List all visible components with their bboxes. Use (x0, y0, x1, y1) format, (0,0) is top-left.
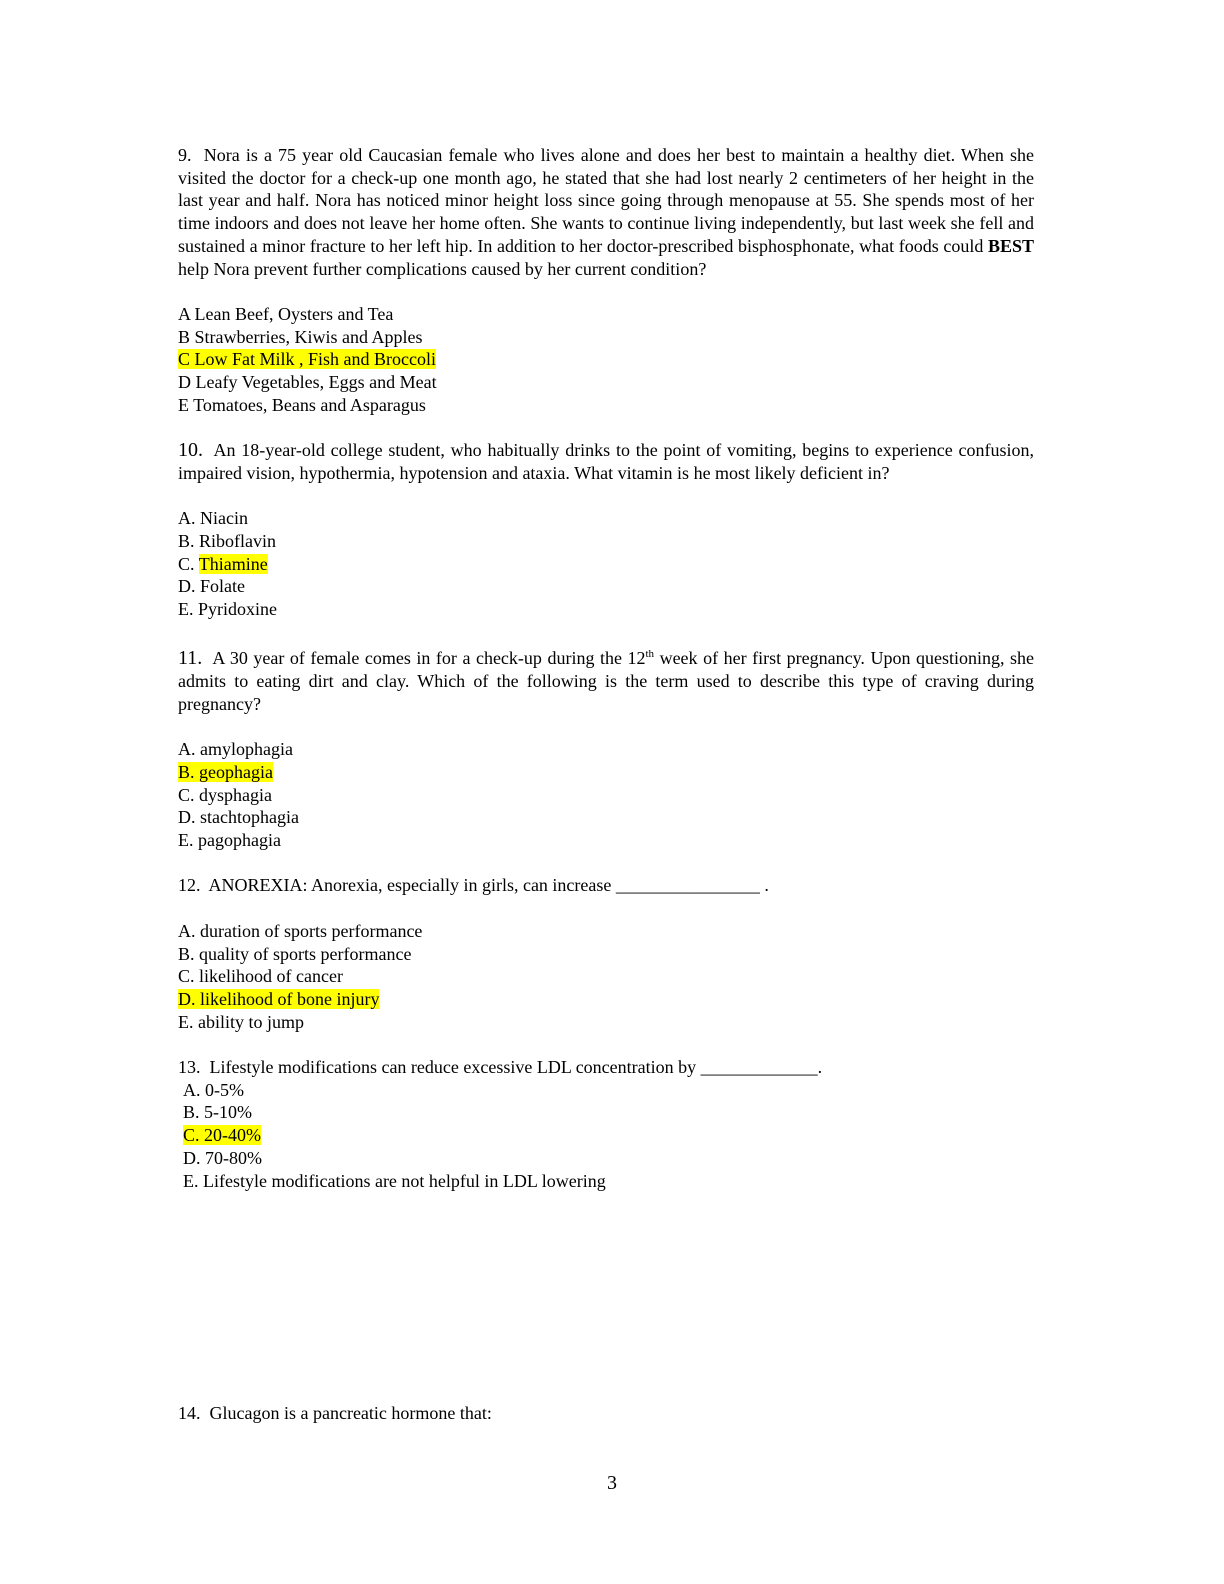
option-c-answer (178, 348, 1034, 371)
answer-highlight: C Low Fat Milk , Fish and Broccoli (178, 349, 436, 370)
answer-highlight: Thiamine (198, 553, 268, 574)
option-e: E. Lifestyle modifications are not helpful in LDL lowering (183, 1170, 606, 1191)
option-a: A. amylophagia (178, 739, 293, 760)
option-e: E Tomatoes, Beans and Asparagus (178, 394, 426, 415)
option-d: D. stachtophagia (178, 807, 299, 828)
option-e: E. Pyridoxine (178, 599, 277, 620)
options-list-12 (178, 920, 1034, 1034)
question-11 (178, 643, 1034, 715)
page-number: 3 (607, 1472, 617, 1494)
question-10 (178, 439, 1034, 484)
question-number: 14. (178, 1403, 201, 1423)
option-c: C. likelihood of cancer (178, 966, 343, 987)
question-9 (178, 144, 1034, 280)
question-text: Glucagon is a pancreatic hormone that: (209, 1403, 492, 1423)
option-b: B. 5-10% (183, 1102, 252, 1123)
option-d: D. Folate (178, 576, 245, 597)
option-b: B. quality of sports performance (178, 943, 412, 964)
option-d: D Leafy Vegetables, Eggs and Meat (178, 372, 437, 393)
options-list-13 (178, 1079, 1034, 1193)
answer-highlight: C. 20-40% (183, 1125, 261, 1146)
question-text: Lifestyle modifications can reduce excessive LDL concentration by _____________. (209, 1057, 823, 1077)
question-text: Nora is a 75 year old Caucasian female who lives alone and does her best to maintain a healthy diet. When she visited the doctor for a check-up one month ago, he stated that she had lost nearly 2 centimeters of her height in the last year and half. Nora has noticed minor height loss since going through menopause at 55. She spends most of her time indoors and does not leave her home often. She wants to continue living independently, but last week she fell and sustained a minor fracture to her left hip. In addition to her doctor-prescribed bisphosphonate, what foods could (178, 145, 1035, 256)
options-list-10 (178, 507, 1034, 621)
option-d: D. 70-80% (183, 1147, 262, 1168)
option-c-answer: C. Thiamine (178, 553, 268, 574)
option-a: A. duration of sports performance (178, 920, 423, 941)
question-number: 13. (178, 1057, 201, 1077)
question-text: help Nora prevent further complications caused by her current condition? (178, 258, 707, 279)
options-list-9 (178, 303, 1034, 417)
question-text: A 30 year of female comes in for a check-up during the 12 (212, 648, 646, 669)
question-number: 12. (178, 875, 201, 896)
answer-highlight: B. geophagia (178, 761, 273, 782)
option-b: B Strawberries, Kiwis and Apples (178, 326, 423, 347)
question-text: An 18-year-old college student, who habitually drinks to the point of vomiting, begins to experience confusion, impaired vision, hypothermia, hypotension and ataxia. What vitamin is he most likely deficient in? (178, 440, 1034, 483)
question-13 (178, 1056, 1034, 1079)
question-text: week of her first pregnancy. Upon questioning, she admits to eating dirt and clay. Which of the following is the term used to describe this type of craving during pregnancy? (178, 648, 1034, 714)
option-e: E. pagophagia (178, 830, 281, 851)
question-12 (178, 874, 1034, 897)
question-text: ANOREXIA: Anorexia, especially in girls, can increase ________________ . (208, 875, 769, 896)
superscript: th (645, 648, 655, 661)
option-c-answer (183, 1124, 1034, 1147)
option-c: C. dysphagia (178, 784, 272, 805)
question-number: 9. (178, 145, 192, 165)
option-b-answer (178, 761, 1034, 784)
option-a: A Lean Beef, Oysters and Tea (178, 303, 394, 324)
question-number: 10. (178, 439, 203, 462)
answer-highlight: D. likelihood of bone injury (178, 988, 380, 1009)
options-list-11 (178, 738, 1034, 852)
option-e: E. ability to jump (178, 1011, 304, 1032)
option-a: A. 0-5% (183, 1079, 244, 1100)
question-number: 11. (178, 647, 203, 670)
question-14 (178, 1402, 492, 1425)
question-emphasis: BEST (987, 235, 1034, 256)
option-b: B. Riboflavin (178, 530, 277, 551)
document-page (178, 144, 1035, 1423)
option-d-answer (178, 988, 1034, 1011)
option-a: A. Niacin (178, 508, 248, 529)
